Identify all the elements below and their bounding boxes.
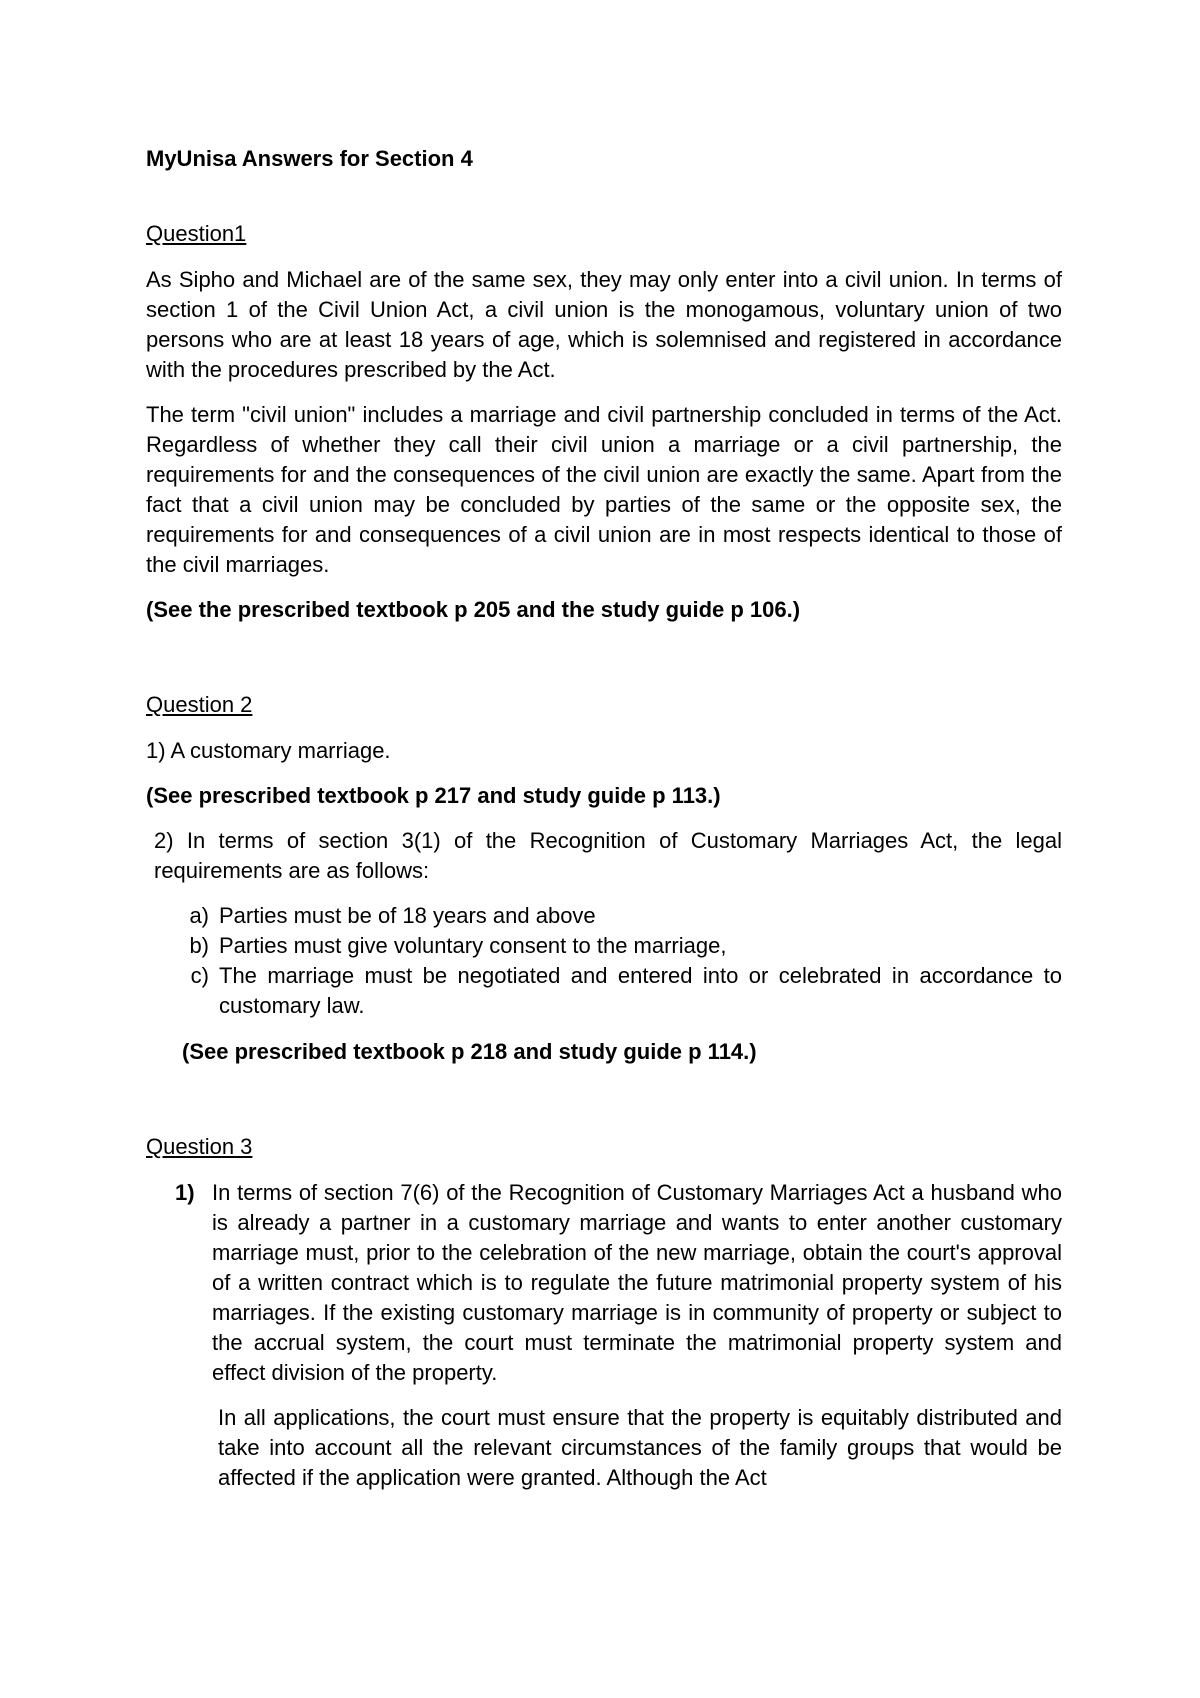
question-2-reference-2: (See prescribed textbook p 218 and study guide p 114.) bbox=[182, 1039, 757, 1064]
list-marker: c) bbox=[190, 963, 209, 988]
question-1-paragraph-1: As Sipho and Michael are of the same sex, they may only enter into a civil union. In terms of section 1 of the Civil Union Act, a civil union is the monogamous, voluntary union of two persons who are at least 18 years of age, which is solemnised and registered in accordance with the procedures prescribed by the Act. bbox=[146, 267, 1062, 382]
question-2-paragraph-1: 1) A customary marriage. bbox=[146, 738, 391, 763]
question-3-heading: Question 3 bbox=[146, 1134, 253, 1159]
document-title: MyUnisa Answers for Section 4 bbox=[146, 146, 473, 171]
question-2-reference-1: (See prescribed textbook p 217 and study guide p 113.) bbox=[146, 783, 721, 808]
list-item-text: The marriage must be negotiated and entered into or celebrated in accordance to customary law. bbox=[219, 963, 1062, 1018]
question-2-heading: Question 2 bbox=[146, 692, 253, 717]
list-item bbox=[146, 961, 1062, 1021]
question-1-paragraph-2: The term "civil union" includes a marriage and civil partnership concluded in terms of the Act. Regardless of whether they call their civil union a marriage or a civil partnership, the requirements for and the consequences of the civil union are exactly the same. Apart from the fact that a civil union may be concluded by parties of the same or the opposite sex, the requirements for and consequences of a civil union are in most respects identical to those of the civil marriages. bbox=[146, 402, 1062, 577]
list-marker: a) bbox=[189, 903, 209, 928]
question-3-list bbox=[146, 1178, 1062, 1388]
question-3-continuation: In all applications, the court must ensure that the property is equitably distributed and take into account all the relevant circumstances of the family groups that would be affected if the application were granted. Although the Act bbox=[218, 1405, 1062, 1490]
list-item bbox=[146, 901, 1062, 931]
list-item-text: In terms of section 7(6) of the Recognition of Customary Marriages Act a husband who is already a partner in a customary marriage and wants to enter another customary marriage must, prior to the celebration of the new marriage, obtain the court's approval of a written contract which is to regulate the future matrimonial property system of his marriages. If the existing customary marriage is in community of property or subject to the accrual system, the court must terminate the matrimonial property system and effect division of the property. bbox=[212, 1180, 1062, 1385]
question-1-reference: (See the prescribed textbook p 205 and the study guide p 106.) bbox=[146, 597, 801, 622]
question-2-paragraph-2: 2) In terms of section 3(1) of the Recognition of Customary Marriages Act, the legal requirements are as follows: bbox=[154, 828, 1062, 883]
list-marker: b) bbox=[189, 933, 209, 958]
list-item-text: Parties must give voluntary consent to the marriage, bbox=[219, 933, 727, 958]
list-item bbox=[146, 1178, 1062, 1388]
list-item-text: Parties must be of 18 years and above bbox=[219, 903, 596, 928]
list-item bbox=[146, 931, 1062, 961]
requirements-list bbox=[146, 901, 1062, 1021]
list-marker: 1) bbox=[175, 1180, 195, 1205]
question-1-heading: Question1 bbox=[146, 221, 247, 246]
